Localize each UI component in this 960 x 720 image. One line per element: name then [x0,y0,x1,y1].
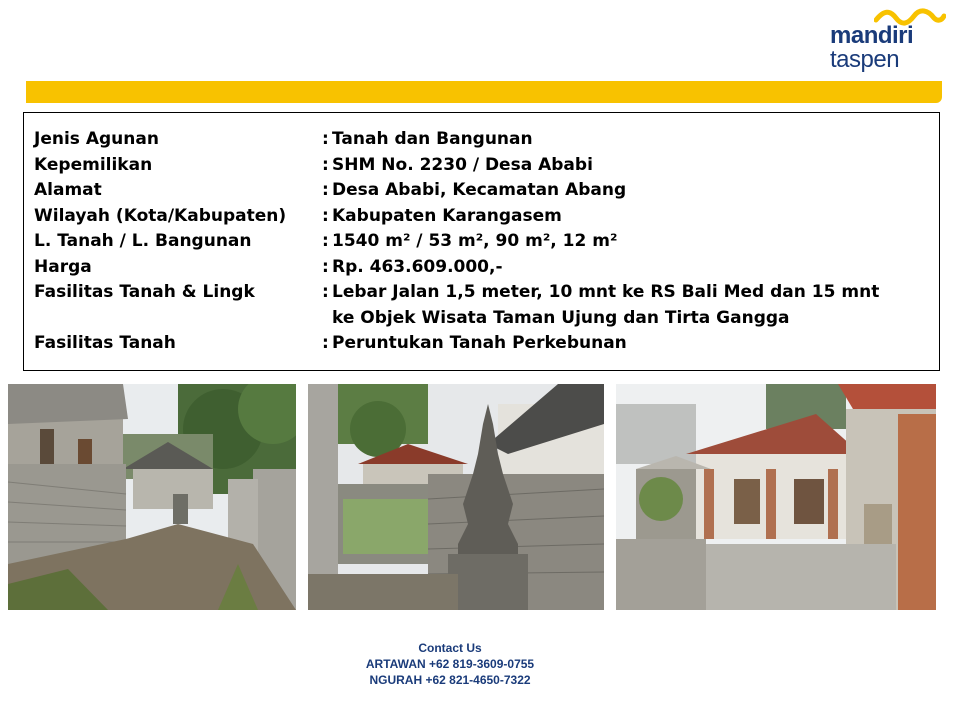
info-separator: : [322,282,329,302]
info-label: Wilayah (Kota/Kabupaten) [34,205,287,226]
info-separator: : [322,333,329,353]
info-separator: : [322,231,329,251]
info-separator: : [322,256,329,277]
yellow-banner [26,81,942,103]
property-photo-shrine [308,384,604,610]
info-row-fasilitas-tanah [34,331,939,357]
info-separator: : [322,154,329,175]
info-value: Lebar Jalan 1,5 meter, 10 mnt ke RS Bali Med dan 15 mnt ke Objek Wisata Taman Ujung dan Tirta Gangga [332,282,880,328]
property-info-box [23,112,940,371]
info-label: Jenis Agunan [34,129,159,149]
info-label: Kepemilikan [34,154,153,175]
mandiri-taspen-logo [826,8,950,76]
info-row-luas [34,229,939,255]
info-row-harga [34,255,939,281]
info-value: Rp. 463.609.000,- [332,256,503,277]
info-value: Tanah dan Bangunan [332,129,533,149]
contact-line-artawan: ARTAWAN +62 819-3609-0755 [365,657,535,671]
info-label: Alamat [34,180,102,200]
info-separator: : [322,129,329,149]
contact-block [0,640,900,688]
contact-line-ngurah: NGURAH +62 821-4650-7322 [369,673,531,687]
info-value: Kabupaten Karangasem [332,205,562,226]
info-label: Fasilitas Tanah [34,333,176,353]
property-photo-alley [8,384,296,610]
logo-text-taspen: taspen [830,46,900,73]
info-value: 1540 m² / 53 m², 90 m², 12 m² [332,231,618,251]
info-value: Desa Ababi, Kecamatan Abang [332,180,627,200]
info-label: L. Tanah / L. Bangunan [34,231,252,251]
info-label: Harga [34,256,92,277]
info-value: Peruntukan Tanah Perkebunan [332,333,627,353]
logo-text-mandiri: mandiri [830,22,914,49]
info-row-kepemilikan [34,153,939,179]
info-separator: : [322,180,329,200]
info-row-fasilitas-lingkungan [34,280,939,331]
contact-heading: Contact Us [418,641,482,655]
info-row-jenis-agunan [34,127,939,153]
info-row-alamat [34,178,939,204]
property-photo-house [616,384,936,610]
info-value: SHM No. 2230 / Desa Ababi [332,154,593,175]
info-row-wilayah [34,204,939,230]
info-separator: : [322,205,329,226]
info-label: Fasilitas Tanah & Lingk [34,282,255,302]
